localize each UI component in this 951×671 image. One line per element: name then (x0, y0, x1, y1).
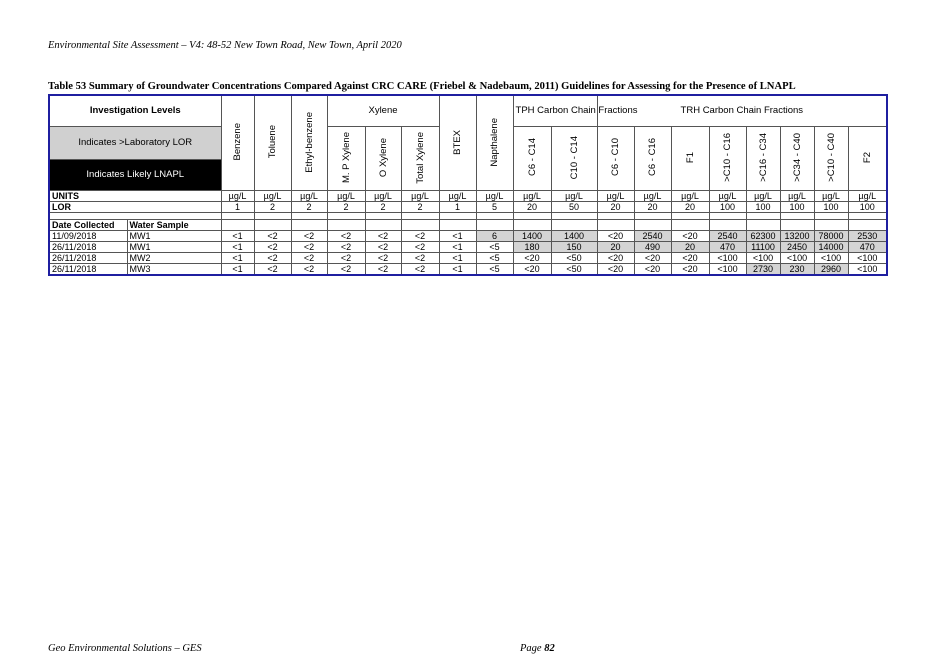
value-cell: <2 (327, 231, 365, 242)
value-cell: <1 (439, 264, 476, 276)
value-cell: 230 (780, 264, 814, 276)
units-row (49, 191, 887, 202)
lor-cell: 20 (634, 202, 671, 213)
value-cell: <20 (671, 231, 709, 242)
value-cell: 180 (513, 242, 551, 253)
spacer-cell (513, 213, 551, 220)
value-cell: <100 (709, 264, 746, 276)
sample-header-blank-cell (401, 220, 439, 231)
lor-cell: 2 (365, 202, 401, 213)
value-cell: 2730 (746, 264, 780, 276)
units-cell: µg/L (221, 191, 254, 202)
document-header: Environmental Site Assessment – V4: 48-52 New Town Road, New Town, April 2020 (48, 40, 402, 51)
lor-cell: 100 (848, 202, 887, 213)
lor-cell: 100 (814, 202, 848, 213)
value-cell: <1 (439, 242, 476, 253)
col-header-btex: BTEX (439, 95, 476, 191)
value-cell: <1 (221, 242, 254, 253)
col-header-c16-c34: >C16 - C34 (746, 127, 780, 191)
value-cell: 470 (848, 242, 887, 253)
units-cell: µg/L (746, 191, 780, 202)
value-cell: <5 (476, 242, 513, 253)
value-cell: <2 (254, 264, 291, 276)
value-cell: <100 (848, 253, 887, 264)
lor-label: LOR (49, 202, 221, 213)
units-cell: µg/L (327, 191, 365, 202)
col-header-total-xylene: Total Xylene (401, 127, 439, 191)
col-header-napthalene: Napthalene (476, 95, 513, 191)
value-cell: <2 (365, 231, 401, 242)
sample-header-blank-cell (709, 220, 746, 231)
value-cell: 6 (476, 231, 513, 242)
units-cell: µg/L (671, 191, 709, 202)
legend-likely-lnapl: Indicates Likely LNAPL (49, 160, 221, 191)
spacer-cell (291, 213, 327, 220)
footer-page-number: 82 (544, 643, 555, 654)
value-cell: 2450 (780, 242, 814, 253)
value-cell: <5 (476, 253, 513, 264)
col-header-c10-c40: >C10 - C40 (814, 127, 848, 191)
value-cell: <2 (365, 242, 401, 253)
spacer-row (49, 213, 887, 220)
legend-laboratory-lor: Indicates >Laboratory LOR (49, 127, 221, 160)
value-cell: <20 (671, 264, 709, 276)
sample-header-blank-cell (439, 220, 476, 231)
col-header-c6-c14: C6 - C14 (513, 127, 551, 191)
sample-header-blank-cell (551, 220, 597, 231)
units-cell: µg/L (597, 191, 634, 202)
lor-cell: 2 (401, 202, 439, 213)
spacer-cell (634, 213, 671, 220)
spacer-cell (327, 213, 365, 220)
spacer-cell (780, 213, 814, 220)
units-cell: µg/L (291, 191, 327, 202)
lor-cell: 100 (746, 202, 780, 213)
units-cell: µg/L (780, 191, 814, 202)
col-header-c6-c16: C6 - C16 (634, 127, 671, 191)
group-header-tph: TPH Carbon Chain Fractions (513, 95, 597, 127)
groundwater-table (48, 94, 888, 276)
footer-company: Geo Environmental Solutions – GES (48, 643, 202, 654)
date-collected-cell: 26/11/2018 (49, 264, 127, 276)
value-cell: <2 (254, 253, 291, 264)
value-cell: <2 (291, 231, 327, 242)
lor-cell: 2 (254, 202, 291, 213)
value-cell: <2 (401, 264, 439, 276)
date-collected-cell: 26/11/2018 (49, 242, 127, 253)
spacer-cell (254, 213, 291, 220)
value-cell: 2540 (634, 231, 671, 242)
value-cell: <100 (814, 253, 848, 264)
value-cell: 1400 (551, 231, 597, 242)
value-cell: <50 (551, 253, 597, 264)
units-cell: µg/L (634, 191, 671, 202)
sample-header-blank-cell (327, 220, 365, 231)
sample-header-blank-cell (597, 220, 634, 231)
sample-header-blank-cell (513, 220, 551, 231)
spacer-cell (746, 213, 780, 220)
col-header-c10-c14: C10 - C14 (551, 127, 597, 191)
units-cell: µg/L (709, 191, 746, 202)
sample-header-blank-cell (365, 220, 401, 231)
spacer-cell (49, 213, 221, 220)
water-sample-cell: MW1 (127, 231, 221, 242)
sample-header-blank-cell (634, 220, 671, 231)
spacer-cell (439, 213, 476, 220)
value-cell: <20 (634, 253, 671, 264)
value-cell: 2540 (709, 231, 746, 242)
value-cell: 470 (709, 242, 746, 253)
value-cell: 11100 (746, 242, 780, 253)
value-cell: <100 (848, 264, 887, 276)
value-cell: 2960 (814, 264, 848, 276)
value-cell: <1 (439, 253, 476, 264)
value-cell: <1 (221, 264, 254, 276)
sample-header-blank-cell (221, 220, 254, 231)
water-sample-cell: MW3 (127, 264, 221, 276)
value-cell: <2 (291, 264, 327, 276)
table-caption: Table 53 Summary of Groundwater Concentrations Compared Against CRC CARE (Friebel & Nadebaum, 2011) Guidelines for Assessing for the Presence of LNAPL (48, 81, 796, 92)
col-header-toluene: Toluene (254, 95, 291, 191)
value-cell: <2 (291, 253, 327, 264)
value-cell: <50 (551, 264, 597, 276)
units-cell: µg/L (254, 191, 291, 202)
units-cell: µg/L (439, 191, 476, 202)
value-cell: 13200 (780, 231, 814, 242)
col-header-f2: F2 (848, 127, 887, 191)
col-header-c6-c10: C6 - C10 (597, 127, 634, 191)
date-collected-header: Date Collected (49, 220, 127, 231)
value-cell: <100 (780, 253, 814, 264)
spacer-cell (814, 213, 848, 220)
col-header-c34-c40: >C34 - C40 (780, 127, 814, 191)
value-cell: 62300 (746, 231, 780, 242)
value-cell: <20 (597, 253, 634, 264)
value-cell: <100 (709, 253, 746, 264)
value-cell: <20 (634, 264, 671, 276)
sample-header-blank-cell (254, 220, 291, 231)
lor-cell: 100 (780, 202, 814, 213)
value-cell: <1 (439, 231, 476, 242)
sample-header-blank-cell (671, 220, 709, 231)
value-cell: <20 (513, 264, 551, 276)
spacer-cell (848, 213, 887, 220)
value-cell: <20 (513, 253, 551, 264)
units-cell: µg/L (814, 191, 848, 202)
units-cell: µg/L (513, 191, 551, 202)
lor-cell: 20 (671, 202, 709, 213)
sample-header-blank-cell (291, 220, 327, 231)
col-header-f1: F1 (671, 127, 709, 191)
lor-cell: 100 (709, 202, 746, 213)
value-cell: <2 (401, 242, 439, 253)
col-header-benzene: Benzene (221, 95, 254, 191)
value-cell: <2 (401, 253, 439, 264)
date-collected-cell: 26/11/2018 (49, 253, 127, 264)
footer-page (520, 643, 555, 654)
value-cell: <1 (221, 253, 254, 264)
table-row (49, 231, 887, 242)
value-cell: <2 (254, 231, 291, 242)
value-cell: <20 (597, 264, 634, 276)
value-cell: 14000 (814, 242, 848, 253)
sample-header-blank-cell (746, 220, 780, 231)
value-cell: <2 (327, 264, 365, 276)
table-row (49, 242, 887, 253)
value-cell: 2530 (848, 231, 887, 242)
sample-header-blank-cell (476, 220, 513, 231)
units-cell: µg/L (848, 191, 887, 202)
lor-cell: 1 (439, 202, 476, 213)
value-cell: 20 (671, 242, 709, 253)
units-label: UNITS (49, 191, 221, 202)
value-cell: <2 (291, 242, 327, 253)
footer-page-label: Page (520, 643, 542, 654)
col-header-mp-xylene: M. P Xylene (327, 127, 365, 191)
sample-header-blank-cell (780, 220, 814, 231)
lor-cell: 5 (476, 202, 513, 213)
spacer-cell (671, 213, 709, 220)
value-cell: <2 (327, 242, 365, 253)
spacer-cell (597, 213, 634, 220)
date-collected-cell: 11/09/2018 (49, 231, 127, 242)
group-header-xylene: Xylene (327, 95, 439, 127)
sample-header-blank-cell (848, 220, 887, 231)
value-cell: <1 (221, 231, 254, 242)
lor-cell: 20 (597, 202, 634, 213)
lor-cell: 20 (513, 202, 551, 213)
lor-cell: 50 (551, 202, 597, 213)
water-sample-header: Water Sample (127, 220, 221, 231)
table-row (49, 264, 887, 276)
water-sample-cell: MW2 (127, 253, 221, 264)
investigation-levels-title: Investigation Levels (49, 95, 221, 127)
value-cell: 20 (597, 242, 634, 253)
value-cell: <100 (746, 253, 780, 264)
value-cell: <5 (476, 264, 513, 276)
value-cell: 1400 (513, 231, 551, 242)
value-cell: <2 (365, 264, 401, 276)
col-header-ethylbenzene: Ethyl-benzene (291, 95, 327, 191)
value-cell: 150 (551, 242, 597, 253)
spacer-cell (476, 213, 513, 220)
value-cell: <20 (597, 231, 634, 242)
col-header-c10-c16: >C10 - C16 (709, 127, 746, 191)
value-cell: 78000 (814, 231, 848, 242)
sample-header-blank-cell (814, 220, 848, 231)
spacer-cell (365, 213, 401, 220)
spacer-cell (551, 213, 597, 220)
spacer-cell (709, 213, 746, 220)
value-cell: <2 (401, 231, 439, 242)
col-header-o-xylene: O Xylene (365, 127, 401, 191)
sample-header-row (49, 220, 887, 231)
value-cell: <2 (254, 242, 291, 253)
units-cell: µg/L (476, 191, 513, 202)
spacer-cell (401, 213, 439, 220)
water-sample-cell: MW1 (127, 242, 221, 253)
units-cell: µg/L (365, 191, 401, 202)
units-cell: µg/L (401, 191, 439, 202)
value-cell: <2 (327, 253, 365, 264)
spacer-cell (221, 213, 254, 220)
lor-cell: 2 (327, 202, 365, 213)
lor-row (49, 202, 887, 213)
units-cell: µg/L (551, 191, 597, 202)
lor-cell: 2 (291, 202, 327, 213)
table-row (49, 253, 887, 264)
value-cell: <20 (671, 253, 709, 264)
value-cell: <2 (365, 253, 401, 264)
value-cell: 490 (634, 242, 671, 253)
group-header-trh: TRH Carbon Chain Fractions (597, 95, 887, 127)
lor-cell: 1 (221, 202, 254, 213)
